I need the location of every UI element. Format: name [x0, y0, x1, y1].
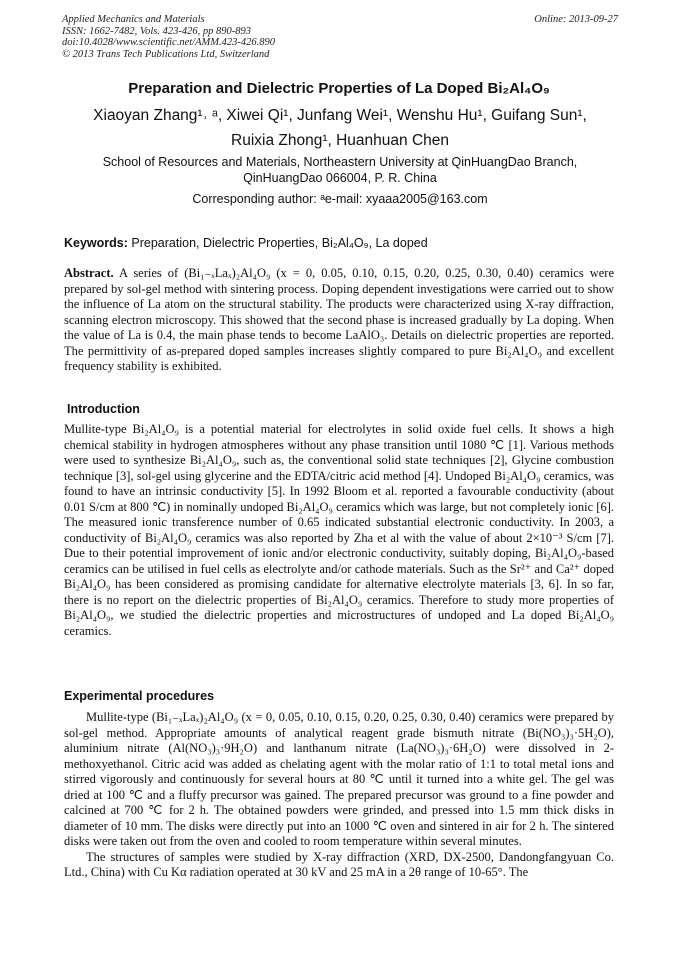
authors-line-2: Ruixia Zhong¹, Huanhuan Chen: [231, 132, 449, 149]
keywords: [64, 236, 620, 250]
experimental-paragraph-2: The structures of samples were studied by X-ray diffraction (XRD, DX-2500, Dandongfangyuan Co. Ltd., China) with Cu Kα radiation operated at 30 kV and 25 mA in a 2θ range of 10-65°. The: [64, 849, 614, 879]
journal-header: [62, 14, 618, 60]
paper-title: Preparation and Dielectric Properties of La Doped Bi₂Al₄O₉: [128, 80, 550, 97]
doi: doi:10.4028/www.scientific.net/AMM.423-426.890: [62, 37, 275, 48]
intro-heading: Introduction: [67, 402, 140, 416]
experimental-paragraph-1: Mullite-type (Bi₁₋ₓLaₓ)₂Al₄O₉ (x = 0, 0.05, 0.10, 0.15, 0.20, 0.25, 0.30, 0.40) ceramics were prepared by sol-gel method. Appropriate amounts of analytical reagent grade bismuth nitrate (Bi(NO₃)₃·5H₂O), aluminium nitrate (Al(NO₃)₃·9H₂O) and lanthanum nitrate (La(NO₃)₃·6H₂O) were dissolved in 2-methoxyethanol. Citric acid was added as chelating agent with the molar ratio of 1:1 to total metal ions and stirred vigorously and continuously for several hours at 80 ℃ until it turned into a white gel. The gel was dried at 100 ℃ and a fluffy precursor was gained. The prepared precursor was ground to a fine powder and calcined at 700 ℃ for 2 h. The obtained powders were grinded, and pressed into 1.5 mm thick disks in diameter of 10 mm. The disks were directly put into an 1000 ℃ oven and sintered in air for 2 h. The sintered disks were taken out from the oven and cooled to room temperature within several minutes.: [64, 710, 614, 848]
affiliation-line-2: QinHuangDao 066004, P. R. China: [243, 171, 437, 185]
author-list: [60, 103, 620, 153]
corresponding-author: Corresponding author: ᵃe-mail: xyaaa2005@163.com: [192, 192, 488, 206]
keywords-text: Preparation, Dielectric Properties, Bi₂Al₄O₉, La doped: [131, 236, 428, 250]
experimental-section: [64, 710, 614, 881]
authors-line-1: Xiaoyan Zhang¹˒ ᵃ, Xiwei Qi¹, Junfang Wei¹, Wenshu Hu¹, Guifang Sun¹,: [93, 107, 587, 124]
keywords-label: Keywords:: [64, 236, 128, 250]
journal-name: Applied Mechanics and Materials: [62, 14, 205, 25]
experimental-heading: Experimental procedures: [64, 689, 215, 703]
affiliation: [60, 154, 620, 186]
copyright: © 2013 Trans Tech Publications Ltd, Switzerland: [62, 48, 270, 60]
issn: ISSN: 1662-7482, Vols. 423-426, pp 890-893: [62, 25, 251, 37]
abstract-label: Abstract.: [64, 266, 114, 280]
abstract: [64, 266, 614, 375]
affiliation-line-1: School of Resources and Materials, Northeastern University at QinHuangDao Branch,: [102, 155, 578, 169]
abstract-text: A series of (Bi₁₋ₓLaₓ)₂Al₄O₉ (x = 0, 0.05, 0.10, 0.15, 0.20, 0.25, 0.30, 0.40) ceramics were prepared by sol-gel method with sintering process. Doping dependent investigations were carried out to show the influence of La atom on the structural stability. The products were characterized using X-ray diffraction, scanning electron microscopy. This showed that the second phase is increased gradually by La doping. When the value of La is 0.4, the main phase tends to become LaAlO₃. Details on dielectric properties are reported. The permittivity of as-prepared doped samples increases slightly compared to pure Bi₂Al₄O₉ and excellent frequency stability is exhibited.: [64, 266, 614, 373]
intro-paragraph: Mullite-type Bi₂Al₄O₉ is a potential material for electrolytes in solid oxide fuel cells. It shows a high chemical stability in hydrogen atmospheres without any phase transition until 1080 ℃ [1]. Various methods were used to synthesize Bi₂Al₄O₉, such as, the conventional solid state techniques [2], Glycine combustion technique [3], sol-gel using glycerine and the EDTA/citric acid method [4]. Undoped Bi₂Al₄O₉ ceramics, was found to have an intrinsic conductivity [5]. In 1992 Bloom et al. reported a favourable conductivity (about 0.01 S/cm at 800 ℃) in nominally undoped Bi₂Al₄O₉ ceramics which was large, but not completely ionic [6]. The measured ionic transference number of 0.65 indicated substantial electronic conductivity. In 2003, a conductivity of Bi₂Al₄O₉ ceramics was also reported by Zha et al with the value of about 2×10⁻³ S/cm [7]. Due to their potential improvement of ionic and/or electronic conductivity, suitably doping, Bi₂Al₄O₉-based ceramics can be utilised in fuel cells as electrolyte and/or cathode materials. Such as the Sr²⁺ and Ca²⁺ doped Bi₂Al₄O₉ has been considered as promising candidate for alternative electrolyte materials [3, 6]. In so far, there is no report on the dielectric properties of Bi₂Al₄O₉ ceramics. Therefore to study more properties of Bi₂Al₄O₉, we studied the dielectric properties and microstructures of undoped and La doped Bi₂Al₄O₉ ceramics.: [64, 422, 614, 638]
online-date: Online: 2013-09-27: [534, 14, 618, 25]
